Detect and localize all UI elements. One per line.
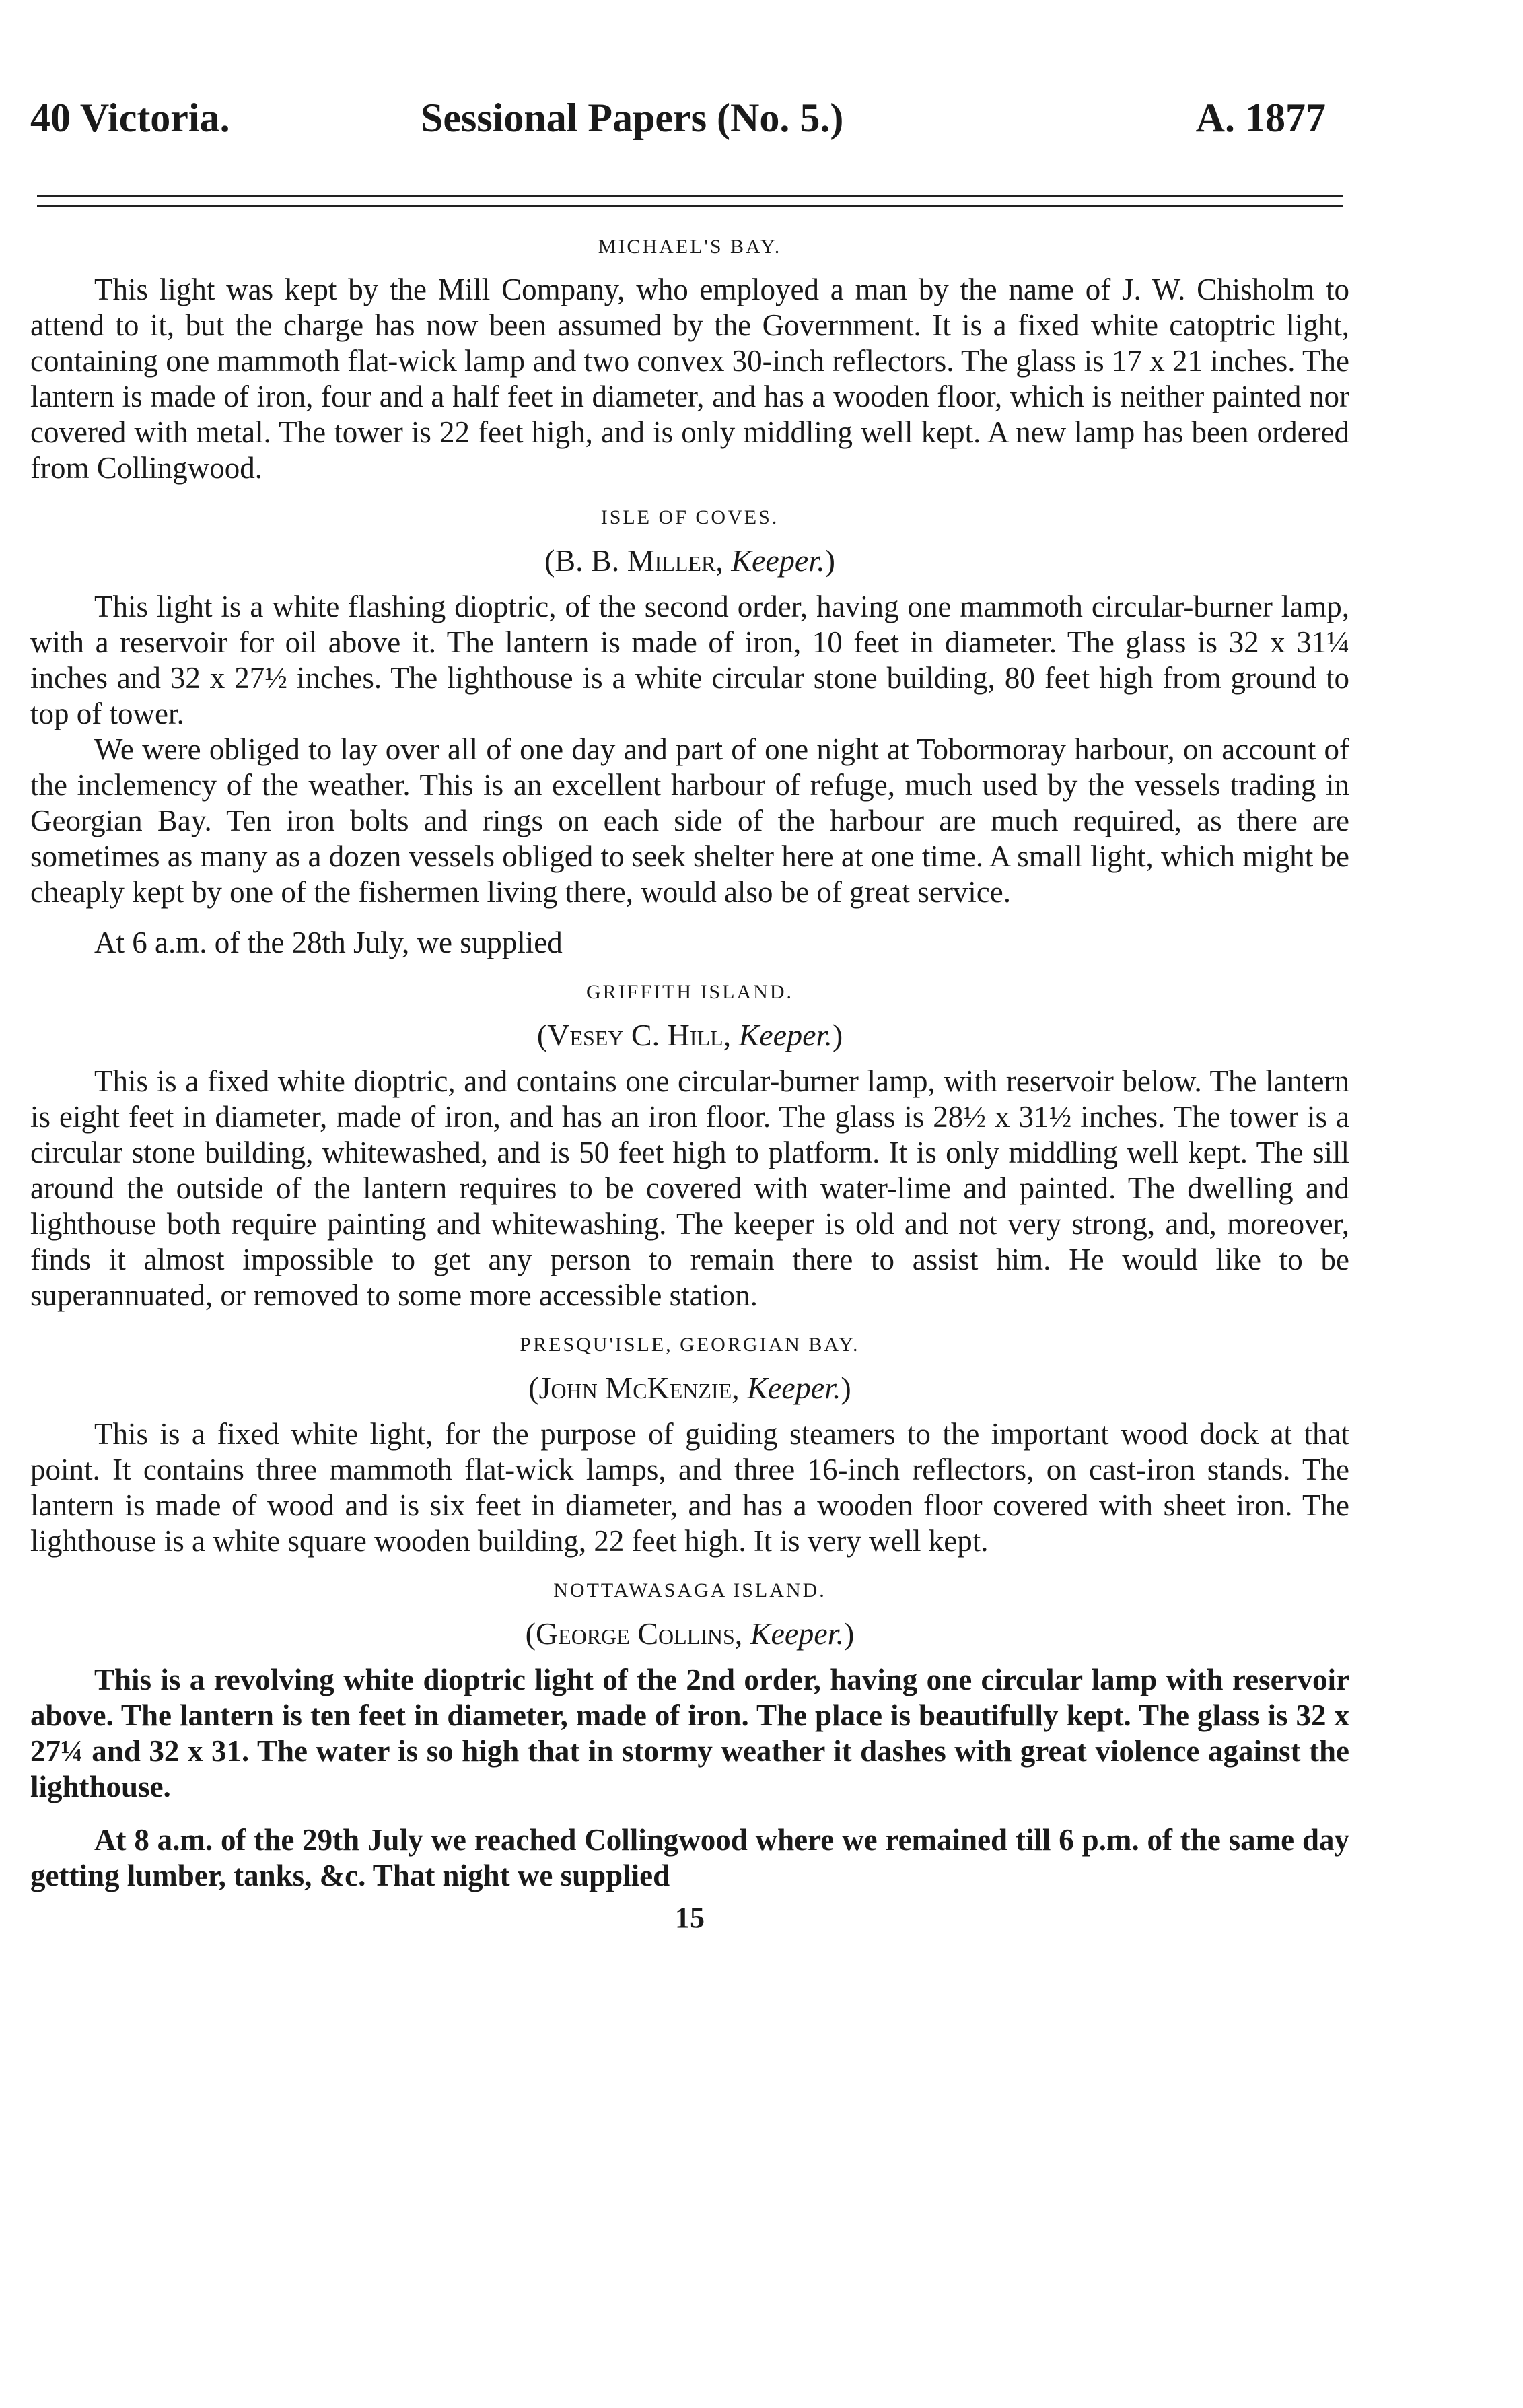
document-page <box>30 81 1349 1935</box>
paragraph-isle-of-coves-1: This light is a white flashing dioptric, of the second order, having one mammoth circular-burner lamp, with a reservoir for oil above it. The lantern is made of iron, 10 feet in diameter. The glass is 32 x 31¼ inches and 32 x 27½ inches. The lighthouse is a white circular stone building, 80 feet high from ground to top of tower. <box>30 590 1349 730</box>
section-heading-michaels-bay: MICHAEL'S BAY. <box>598 236 782 258</box>
paragraph-nottawasaga-2: At 8 a.m. of the 29th July we reached Collingwood where we remained till 6 p.m. of the same day getting lumber, tanks, &c. That night we supplied <box>30 1823 1349 1892</box>
keeper-role: Keeper. <box>747 1371 841 1405</box>
paragraph-presquisle: This is a fixed white light, for the purpose of guiding steamers to the important wood dock at that point. It contains three mammoth flat-wick lamps, and three 16-inch reflectors, on cast-iron stands. The lantern is made of wood and is six feet in diameter, and has a wooden floor covered with sheet iron. The lighthouse is a white square wooden building, 22 feet high. It is very well kept. <box>30 1417 1349 1558</box>
keeper-close: ) <box>844 1616 855 1651</box>
keeper-close: ) <box>841 1371 851 1405</box>
keeper-role: Keeper. <box>750 1616 845 1651</box>
keeper-open: ( <box>536 1018 548 1052</box>
bold-text-block <box>30 1662 1349 1894</box>
paragraph-isle-of-coves-3: At 6 a.m. of the 28th July, we supplied <box>94 926 563 959</box>
keeper-close: ) <box>832 1018 843 1052</box>
page-number: 15 <box>675 1901 705 1934</box>
keeper-role: Keeper. <box>738 1018 833 1052</box>
keeper-line-isle-of-coves: (B. B. Miller, Keeper.) <box>544 543 835 578</box>
header-double-rule <box>37 195 1343 207</box>
keeper-role: Keeper. <box>731 543 825 578</box>
keeper-line-nottawasaga-island: (George Collins, Keeper.) <box>525 1616 855 1651</box>
header-title: Sessional Papers (No. 5.) <box>421 96 844 140</box>
header-volume: 40 Victoria. <box>30 96 230 140</box>
header-year: A. 1877 <box>1195 96 1326 140</box>
paragraph-michaels-bay: This light was kept by the Mill Company, who employed a man by the name of J. W. Chisholm to attend to it, but the charge has now been assumed by the Government. It is a fixed white catoptric light, containing one mammoth flat-wick lamp and two convex 30-inch reflectors. The glass is 17 x 21 inches. The lantern is made of iron, four and a half feet in diameter, and has a wooden floor, which is neither painted nor covered with metal. The tower is 22 feet high, and is only middling well kept. A new lamp has been ordered from Collingwood. <box>30 273 1349 485</box>
keeper-close: ) <box>824 543 835 578</box>
section-heading-griffith-island: GRIFFITH ISLAND. <box>586 981 793 1003</box>
keeper-name: Vesey C. Hill <box>547 1018 723 1052</box>
keeper-name: John McKenzie <box>538 1371 732 1405</box>
paragraph-nottawasaga-1: This is a revolving white dioptric light of the 2nd order, having one circular lamp with reservoir above. The lantern is ten feet in diameter, made of iron. The place is beautifully kept. The glass is 32 x 27¼ and 32 x 31. The water is so high that in stormy weather it dashes with great violence against the lighthouse. <box>30 1663 1349 1803</box>
keeper-open: (B. B. <box>544 543 627 578</box>
section-heading-isle-of-coves: ISLE OF COVES. <box>600 506 779 528</box>
paragraph-griffith-island: This is a fixed white dioptric, and contains one circular-burner lamp, with reservoir below. The lantern is eight feet in diameter, made of iron, and has an iron floor. The glass is 28½ x 31½ inches. The tower is a circular stone building, whitewashed, and is 50 feet high to platform. It is only middling well kept. The sill around the outside of the lantern requires to be covered with water-lime and painted. The dwelling and lighthouse both require painting and whitewashing. The keeper is old and not very strong, and, moreover, finds it almost impossible to get any person to remain there to assist him. He would like to be superannuated, or removed to some more accessible station. <box>30 1064 1349 1312</box>
keeper-name: Miller <box>627 543 716 578</box>
keeper-line-griffith-island: (Vesey C. Hill, Keeper.) <box>536 1018 843 1052</box>
running-header <box>30 81 1349 155</box>
keeper-line-presquisle: (John McKenzie, Keeper.) <box>528 1371 851 1405</box>
keeper-name: George Collins <box>535 1616 735 1651</box>
paragraph-isle-of-coves-2: We were obliged to lay over all of one day and part of one night at Tobormoray harbour, on account of the inclemency of the weather. This is an excellent harbour of refuge, much used by the vessels trading in Georgian Bay. Ten iron bolts and rings on each side of the harbour are much required, as there are sometimes as many as a dozen vessels obliged to seek shelter here at one time. A small light, which might be cheaply kept by one of the fishermen living there, would also be of great service. <box>30 732 1349 909</box>
section-heading-nottawasaga-island: NOTTAWASAGA ISLAND. <box>553 1579 826 1602</box>
keeper-open: ( <box>528 1371 539 1405</box>
keeper-open: ( <box>525 1616 536 1651</box>
section-heading-presquisle: PRESQU'ISLE, GEORGIAN BAY. <box>520 1334 860 1356</box>
